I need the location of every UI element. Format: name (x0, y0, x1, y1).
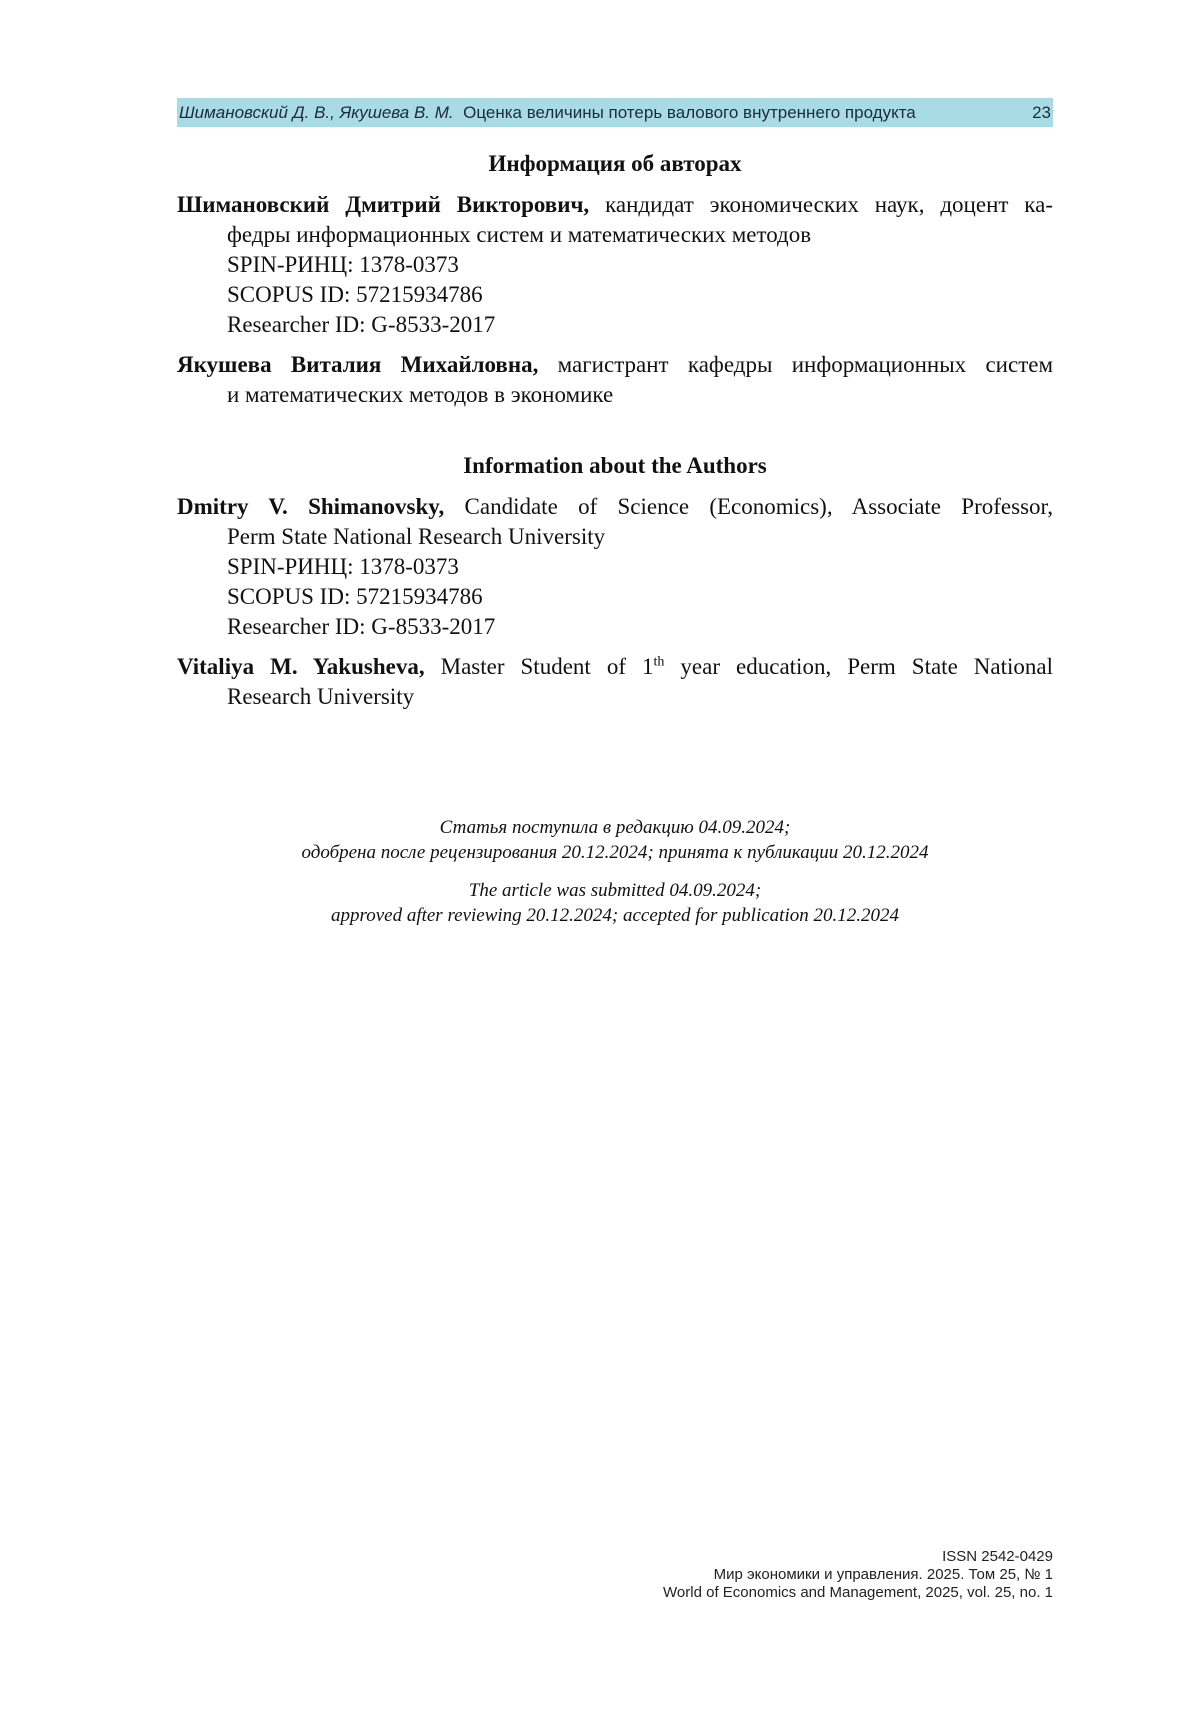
issn: ISSN 2542-0429 (942, 1548, 1053, 1565)
author-ru-2 (177, 350, 1053, 410)
dates-en-line1: The article was submitted 04.09.2024; (468, 880, 762, 901)
author-description: магистрант кафедры информационных систем (557, 352, 1054, 377)
author-en-2 (177, 652, 1053, 712)
author-description: Master Student of 1th year education, Perm State National (440, 654, 1054, 679)
running-header-left (179, 103, 916, 123)
running-header (177, 98, 1053, 127)
author-scopus: SCOPUS ID: 57215934786 (227, 584, 483, 609)
submission-dates-ru (177, 815, 1053, 865)
submission-dates-en (177, 878, 1053, 928)
journal-citation-en: World of Economics and Management, 2025, vol. 25, no. 1 (663, 1584, 1053, 1601)
page-number: 23 (1032, 102, 1051, 122)
journal-citation-ru: Мир экономики и управления. 2025. Том 25, № 1 (713, 1566, 1053, 1583)
author-name: Якушева Виталия Михайловна, (177, 352, 539, 377)
author-name: Шимановский Дмитрий Викторович, (177, 192, 590, 217)
author-researcher-id: Researcher ID: G-8533-2017 (227, 614, 496, 639)
author-name: Dmitry V. Shimanovsky, (177, 494, 445, 519)
author-ru-1 (177, 190, 1053, 340)
author-description-cont: федры информационных систем и математических методов (227, 222, 812, 247)
section-title-ru: Информация об авторах (488, 151, 742, 176)
dates-ru-line1: Статья поступила в редакцию 04.09.2024; (439, 817, 791, 838)
author-description-cont: и математических методов в экономике (227, 382, 614, 407)
author-name: Vitaliya M. Yakusheva, (177, 654, 425, 679)
author-en-1 (177, 492, 1053, 642)
author-scopus: SCOPUS ID: 57215934786 (227, 282, 483, 307)
dates-ru-line2: одобрена после рецензирования 20.12.2024; принята к публикации 20.12.2024 (301, 842, 929, 863)
section-title-en: Information about the Authors (463, 453, 767, 478)
author-affiliation: Perm State National Research University (227, 524, 606, 549)
journal-footer (663, 1548, 1053, 1602)
author-spin: SPIN-РИНЦ: 1378-0373 (227, 554, 459, 579)
authors-info (177, 148, 1053, 712)
author-description: Candidate of Science (Economics), Associate Professor, (464, 494, 1054, 519)
author-affiliation: Research University (227, 684, 415, 709)
author-spin: SPIN-РИНЦ: 1378-0373 (227, 252, 459, 277)
dates-en-line2: approved after reviewing 20.12.2024; accepted for publication 20.12.2024 (331, 905, 899, 926)
author-description: кандидат экономических наук, доцент ка- (605, 192, 1054, 217)
header-title: Оценка величины потерь валового внутреннего продукта (463, 102, 916, 122)
author-researcher-id: Researcher ID: G-8533-2017 (227, 312, 496, 337)
header-authors: Шимановский Д. В., Якушева В. М. (179, 102, 454, 122)
